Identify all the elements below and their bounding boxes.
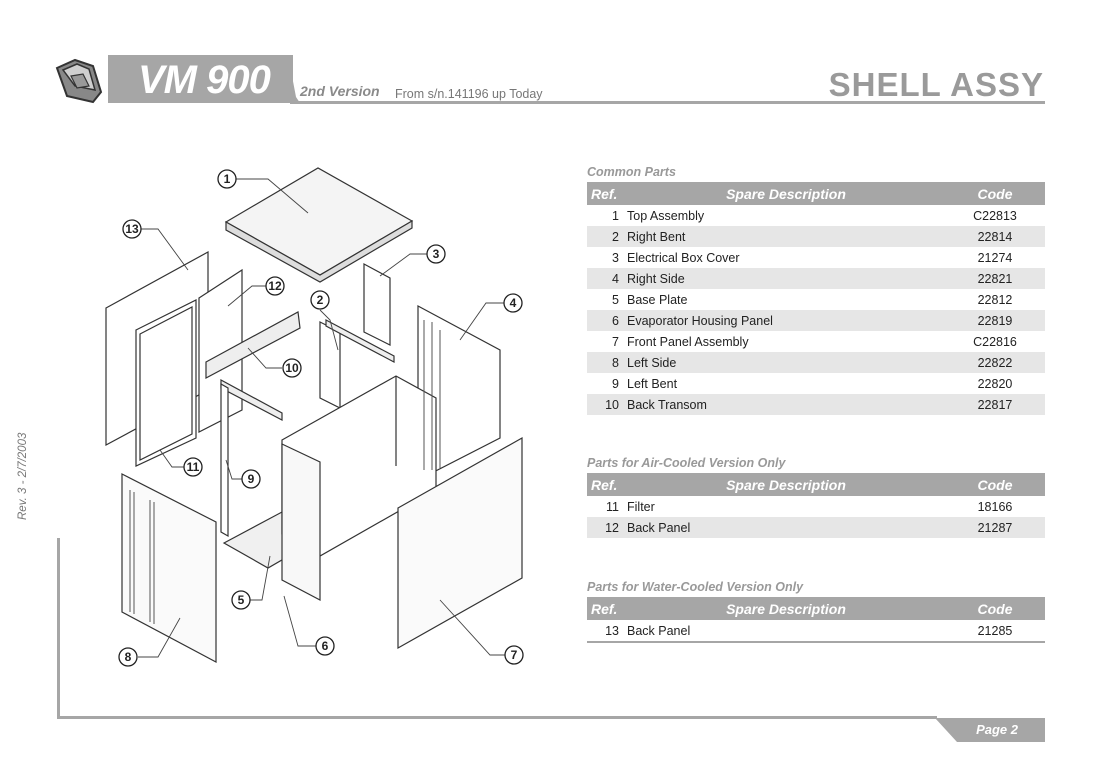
svg-text:11: 11 bbox=[186, 460, 200, 474]
table-header-row bbox=[587, 597, 1045, 620]
parts-table-common bbox=[587, 182, 1045, 415]
table-row: 8 Left Side 22822 bbox=[587, 352, 1045, 373]
svg-text:8: 8 bbox=[124, 650, 132, 664]
table-row: 9 Left Bent 22820 bbox=[612, 376, 1013, 391]
callout-8 bbox=[119, 648, 137, 666]
svg-text:12: 12 bbox=[268, 279, 282, 293]
side-rule bbox=[57, 538, 60, 719]
table-header-row bbox=[587, 182, 1045, 205]
header-desc: Spare Description bbox=[623, 182, 945, 205]
section-title-water-cooled: Parts for Water-Cooled Version Only bbox=[587, 580, 804, 594]
svg-text:9: 9 bbox=[247, 472, 255, 486]
header-desc: Spare Description bbox=[623, 473, 945, 496]
table-row: 10 Back Transom 22817 bbox=[587, 394, 1045, 415]
page-title: SHELL ASSY bbox=[828, 66, 1044, 103]
table-row: 13 Back Panel 21285 bbox=[587, 620, 1045, 642]
part-right-bent bbox=[320, 322, 340, 408]
table-row: 3 Electrical Box Cover 21274 bbox=[612, 250, 1013, 265]
callout-6 bbox=[316, 637, 334, 655]
callout-2 bbox=[311, 291, 329, 309]
svg-text:2: 2 bbox=[316, 293, 324, 307]
footer-rule bbox=[57, 716, 937, 719]
part-electrical-box-cover bbox=[364, 264, 390, 345]
header-ref: Ref. bbox=[587, 597, 623, 620]
callout-9 bbox=[242, 470, 260, 488]
table-row: 5 Base Plate 22812 bbox=[612, 292, 1013, 307]
section-title-air-cooled: Parts for Air-Cooled Version Only bbox=[587, 456, 786, 470]
svg-text:4: 4 bbox=[509, 296, 517, 310]
callout-7 bbox=[505, 646, 523, 664]
header-code: Code bbox=[945, 182, 1045, 205]
table-row: 4 Right Side 22821 bbox=[587, 268, 1045, 289]
callout-5 bbox=[232, 591, 250, 609]
header-ref: Ref. bbox=[587, 182, 623, 205]
callout-4 bbox=[504, 294, 522, 312]
parts-table-water-cooled bbox=[587, 597, 1045, 643]
header-ref: Ref. bbox=[587, 473, 623, 496]
part-top-assembly bbox=[223, 168, 412, 275]
part-evaporator-housing bbox=[282, 444, 320, 600]
callout-11 bbox=[184, 458, 202, 476]
callout-12 bbox=[266, 277, 284, 295]
serial-range: From s/n.141196 up Today bbox=[395, 87, 543, 101]
callout-10 bbox=[283, 359, 301, 377]
part-left-side bbox=[122, 474, 216, 662]
callout-3 bbox=[427, 245, 445, 263]
svg-text:10: 10 bbox=[285, 361, 299, 375]
svg-text:5: 5 bbox=[237, 593, 245, 607]
table-row: 2 Right Bent 22814 bbox=[587, 226, 1045, 247]
parts-table-air-cooled bbox=[587, 473, 1045, 538]
table-row: 1 Top Assembly C22813 bbox=[612, 208, 1017, 223]
table-row: 11 Filter 18166 bbox=[606, 499, 1013, 514]
table-row: 7 Front Panel Assembly C22816 bbox=[612, 334, 1017, 349]
svg-text:13: 13 bbox=[125, 222, 139, 236]
header-code: Code bbox=[945, 597, 1045, 620]
ice-cube-logo-icon bbox=[53, 52, 107, 106]
header-desc: Spare Description bbox=[623, 597, 945, 620]
model-name: VM 900 bbox=[138, 58, 270, 102]
table-row: 6 Evaporator Housing Panel 22819 bbox=[587, 310, 1045, 331]
part-filter bbox=[136, 300, 196, 466]
table-row: 12 Back Panel 21287 bbox=[587, 517, 1045, 538]
header-code: Code bbox=[945, 473, 1045, 496]
table-header-row bbox=[587, 473, 1045, 496]
exploded-diagram bbox=[95, 160, 535, 680]
svg-text:7: 7 bbox=[510, 648, 518, 662]
header-band-slant bbox=[280, 55, 300, 104]
logo bbox=[53, 52, 107, 106]
svg-text:1: 1 bbox=[223, 172, 231, 186]
callout-1 bbox=[218, 170, 236, 188]
svg-text:6: 6 bbox=[321, 639, 329, 653]
callout-13 bbox=[123, 220, 141, 238]
revision-label: Rev. 3 - 2/7/2003 bbox=[17, 432, 29, 520]
svg-text:3: 3 bbox=[432, 247, 440, 261]
version-label: 2nd Version bbox=[300, 83, 380, 99]
section-title-common: Common Parts bbox=[587, 165, 676, 179]
page-number: Page 2 bbox=[976, 722, 1018, 737]
